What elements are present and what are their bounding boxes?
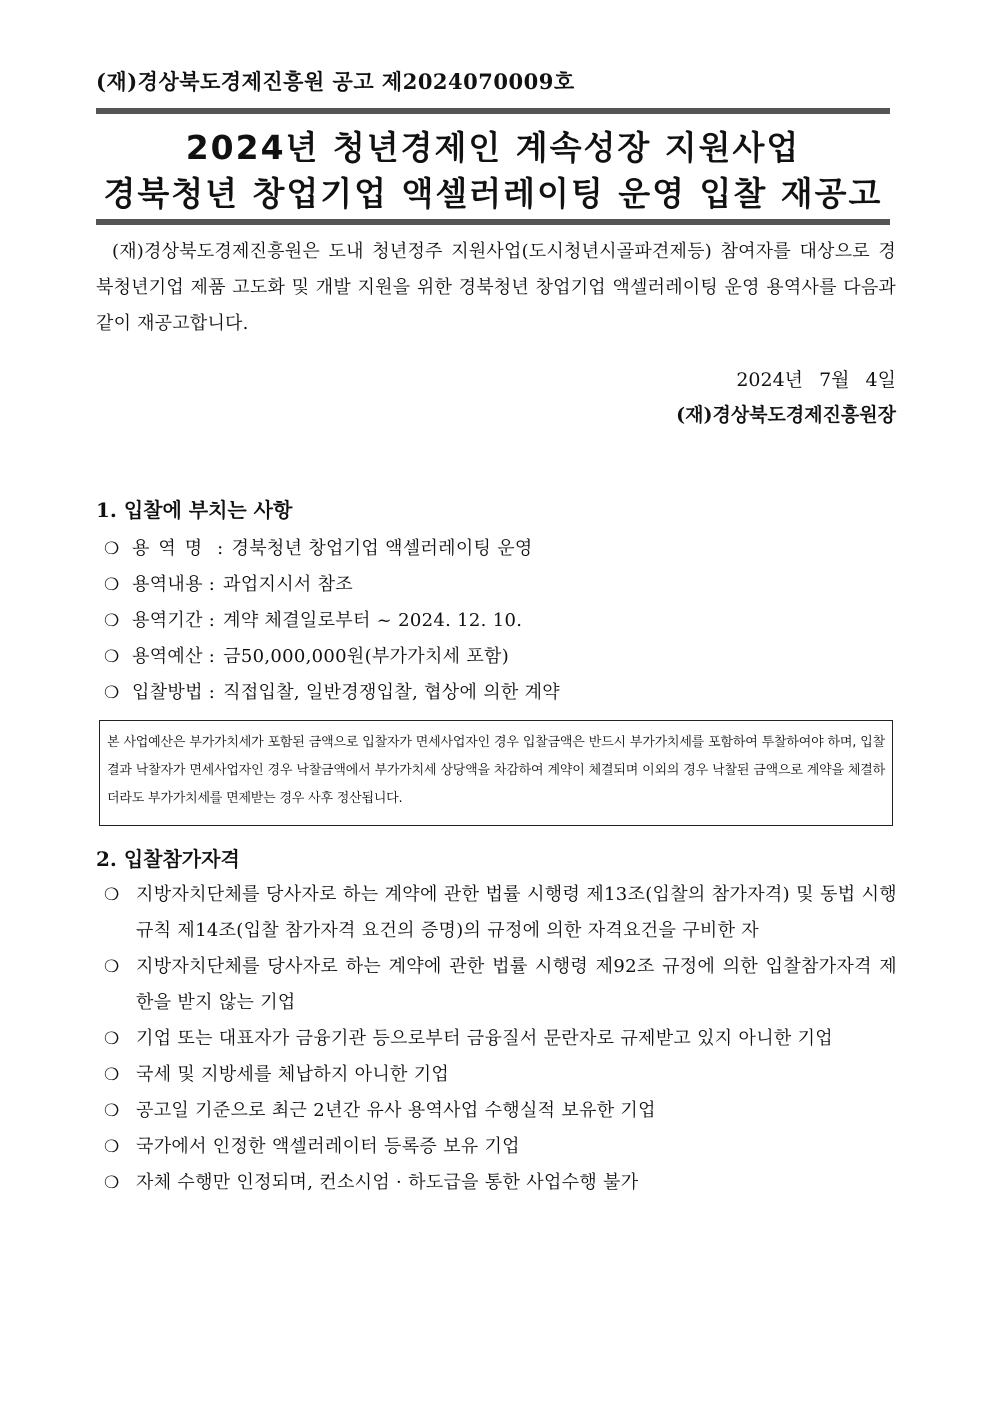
bullet-icon: ❍ (104, 1173, 120, 1193)
colon: : (208, 610, 216, 631)
bullet-icon: ❍ (104, 1065, 120, 1085)
issuer-name: (재)경상북도경제진흥원장 (676, 404, 896, 426)
item-value: 금50,000,000원(부가가치세 포함) (223, 646, 510, 667)
bullet-icon: ❍ (104, 1029, 120, 1049)
bullet-icon: ❍ (104, 611, 120, 631)
title-top-rule (96, 108, 890, 114)
notice-number: (재)경상북도경제진흥원 공고 제2024070009호 (96, 69, 575, 94)
item-value: 경북청년 창업기업 액셀러레이팅 운영 (231, 538, 533, 559)
bid-item-service-name (104, 534, 533, 560)
title-bottom-rule (96, 219, 890, 225)
qualification-text: 국가에서 인정한 액셀러레이터 등록증 보유 기업 (136, 1136, 520, 1157)
title-line-1: 2024년 청년경제인 계속성장 지원사업 (185, 128, 801, 167)
vat-note-box: 본 사업예산은 부가가치세가 포함된 금액으로 입찰자가 면세사업자인 경우 입찰금액은 반드시 부가가치세를 포함하여 투찰하여야 하며, 입찰결과 낙찰자가 면세사업자인 경우 낙찰금액에서 부가가치세 상당액을 차감하여 계약이 체결되며 이외의 경우 낙찰된 금액으로 계약을 체결하더라도 부가가치세를 면제받는 경우 사후 정산됩니다. (99, 720, 893, 826)
qualification-text: 기업 또는 대표자가 금융기관 등으로부터 금융질서 문란자로 규제받고 있지 아니한 기업 (136, 1028, 833, 1049)
qualification-item (104, 1093, 897, 1129)
colon: : (208, 646, 216, 667)
qualification-item (104, 1129, 897, 1165)
qualification-item (104, 1021, 897, 1057)
colon: : (217, 538, 224, 559)
bullet-icon: ❍ (104, 1101, 120, 1121)
item-value: 직접입찰, 일반경쟁입찰, 협상에 의한 계약 (223, 682, 560, 703)
colon: : (208, 682, 216, 703)
qualification-item (104, 1057, 897, 1093)
item-label: 입찰방법 (132, 682, 203, 703)
bullet-icon: ❍ (104, 647, 120, 667)
item-label: 용역내용 (132, 574, 203, 595)
bullet-icon: ❍ (104, 957, 120, 977)
item-label: 용역기간 (132, 610, 203, 631)
qualification-item (104, 877, 897, 949)
qualification-text: 지방자치단체를 당사자로 하는 계약에 관한 법률 시행령 제13조(입찰의 참가자격) 및 동법 시행규칙 제14조(입찰 참가자격 요건의 증명)의 규정에 의한 자격요건을 구비한 자 (136, 884, 897, 941)
qualification-text: 지방자치단체를 당사자로 하는 계약에 관한 법률 시행령 제92조 규정에 의한 입찰참가자격 제한을 받지 않는 기업 (136, 956, 897, 1013)
bid-item-service-period (104, 606, 522, 632)
qualification-item (104, 949, 897, 1021)
bid-item-service-content (104, 570, 353, 596)
bullet-icon: ❍ (104, 575, 120, 595)
qualification-text: 자체 수행만 인정되며, 컨소시엄 · 하도급을 통한 사업수행 불가 (136, 1172, 639, 1193)
bid-item-service-budget (104, 642, 509, 668)
qualification-item (104, 1165, 897, 1201)
bullet-icon: ❍ (104, 1137, 120, 1157)
item-label: 용역예산 (132, 646, 203, 667)
qualification-text: 국세 및 지방세를 체납하지 아니한 기업 (136, 1064, 450, 1085)
qualification-text: 공고일 기준으로 최근 2년간 유사 용역사업 수행실적 보유한 기업 (136, 1100, 656, 1121)
section-2-heading: 2. 입찰참가자격 (96, 847, 240, 871)
colon: : (208, 574, 216, 595)
title-line-2: 경북청년 창업기업 액셀러레이팅 운영 입찰 재공고 (103, 174, 883, 213)
section-1-heading: 1. 입찰에 부치는 사항 (96, 498, 293, 522)
bid-item-bid-method (104, 678, 560, 704)
item-label: 용역명 (132, 538, 212, 559)
item-value: 계약 체결일로부터 ~ 2024. 12. 10. (223, 610, 523, 631)
bullet-icon: ❍ (104, 683, 120, 703)
notice-date: 2024년 7월 4일 (736, 369, 896, 391)
intro-paragraph: (재)경상북도경제진흥원은 도내 청년정주 지원사업(도시청년시골파견제등) 참여자를 대상으로 경북청년기업 제품 고도화 및 개발 지원을 위한 경북청년 창업기업 액셀러레이팅 운영 용역사를 다음과 같이 재공고합니다. (96, 241, 896, 334)
item-value: 과업지시서 참조 (223, 574, 353, 595)
bullet-icon: ❍ (104, 885, 120, 905)
bullet-icon: ❍ (104, 539, 120, 559)
